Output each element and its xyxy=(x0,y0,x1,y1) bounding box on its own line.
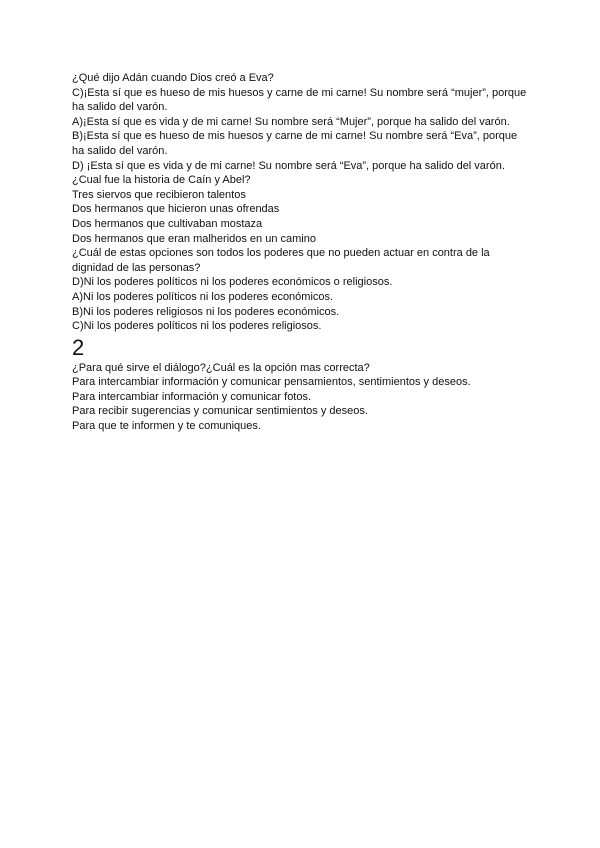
question-poderes: ¿Cuál de estas opciones son todos los poderes que no pueden actuar en contra de la dignidad de las personas? xyxy=(72,247,490,274)
option-a-vida-mujer: A)¡Esta sí que es vida y de mi carne! Su nombre será “Mujer”, porque ha salido del varón. xyxy=(72,115,510,128)
option-b-poderes: B)Ni los poderes religiosos ni los poderes económicos. xyxy=(72,305,340,318)
option-recibir-sugerencias: Para recibir sugerencias y comunicar sentimientos y deseos. xyxy=(72,405,368,418)
question-cain-abel: ¿Cual fue la historia de Caín y Abel? xyxy=(72,174,251,187)
option-mostaza: Dos hermanos que cultivaban mostaza xyxy=(72,217,263,230)
option-ofrendas: Dos hermanos que hicieron unas ofrendas xyxy=(72,203,280,216)
option-intercambiar-fotos: Para intercambiar información y comunicar fotos. xyxy=(72,390,312,403)
option-b-hueso-eva: B)¡Esta sí que es hueso de mis huesos y carne de mi carne! Su nombre será “Eva”, porque ha salido del varón. xyxy=(72,130,518,157)
option-a-poderes: A)Ni los poderes políticos ni los poderes económicos. xyxy=(72,290,334,303)
option-informen-comuniques: Para que te informen y te comuniques. xyxy=(72,420,261,433)
option-c-poderes: C)Ni los poderes políticos ni los poderes religiosos. xyxy=(72,320,322,333)
option-d-poderes: D)Ni los poderes políticos ni los poderes económicos o religiosos. xyxy=(72,276,393,289)
question-dialogo: ¿Para qué sirve el diálogo?¿Cuál es la opción mas correcta? xyxy=(72,361,370,374)
question-adan-eva: ¿Qué dijo Adán cuando Dios creó a Eva? xyxy=(72,72,274,84)
option-d-vida-eva: D) ¡Esta sí que es vida y de mi carne! Su nombre será “Eva”, porque ha salido del varón. xyxy=(72,159,505,172)
option-intercambiar-pensamientos: Para intercambiar información y comunicar pensamientos, sentimientos y deseos. xyxy=(72,376,471,389)
option-tres-siervos: Tres siervos que recibieron talentos xyxy=(72,188,246,201)
document-page xyxy=(72,71,528,434)
option-malheridos: Dos hermanos que eran malheridos en un camino xyxy=(72,232,316,245)
section-number: 2 xyxy=(72,334,85,360)
option-c-hueso-mujer: C)¡Esta sí que es hueso de mis huesos y carne de mi carne! Su nombre será “mujer”, porque ha salido del varón. xyxy=(72,86,527,114)
